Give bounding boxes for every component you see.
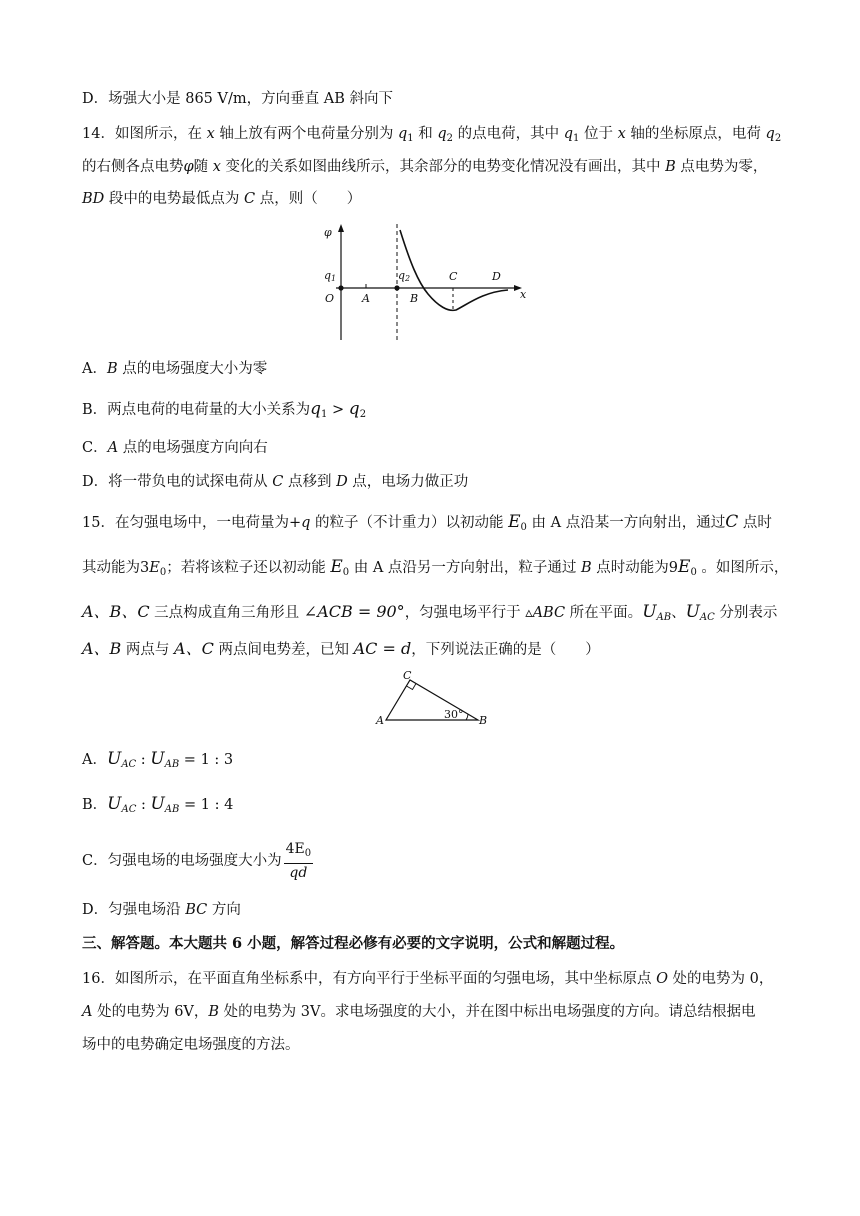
q2-label: q2 <box>398 269 411 283</box>
point-c-label: C <box>449 270 458 283</box>
q14-option-a: A．B 点的电场强度大小为零 <box>82 361 268 377</box>
q14-option-d: D．将一带负电的试探电荷从 C 点移到 D 点，电场力做正功 <box>82 474 469 490</box>
q14-option-c: C．A 点的电场强度方向向右 <box>82 440 268 456</box>
q14-stem-line1: 14．如图所示，在 x 轴上放有两个电荷量分别为 $q_1$ 和 $q_2$ 的点电荷，其中 $q_1$ 位于 x 轴的坐标原点，电荷 $q_2$ <box>82 126 782 144</box>
q14-stem-line3: BD 段中的电势最低点为 C 点，则（ ） <box>82 191 362 207</box>
point-d-label: D <box>492 270 501 283</box>
q15-option-b: B．$U_{AC}$ : $U_{AB} = 1$ : 4 <box>82 794 234 815</box>
phi-label: φ <box>324 226 332 239</box>
q15-stem-line1: 15．在匀强电场中，一电荷量为+q 的粒子（不计重力）以初动能 $E_0$ 由 A 点沿某一方向射出，通过C 点时 <box>82 512 772 533</box>
angle-b-arc <box>466 714 468 720</box>
q13-option-d: D．场强大小是 865 V/m，方向垂直 AB 斜向下 <box>82 91 393 107</box>
triangle-abc <box>386 680 478 720</box>
q14-stem-line2: 的右侧各点电势φ随 x 变化的关系如图曲线所示，其余部分的电势变化情况没有画出，其中 B 点电势为零， <box>82 159 768 175</box>
q15-stem-line3: A、B、C 三点构成直角三角形且 ∠ACB = 90°，匀强电场平行于 ▵ABC 所在平面。$U_{AB}$、$U_{AC}$ 分别表示 <box>82 602 778 623</box>
q14-option-b: B．两点电荷的电荷量的大小关系为$q_1 > q_2$ <box>82 399 367 420</box>
q15-stem-line2: 其动能为$3E_0$；若将该粒子还以初动能 $E_0$ 由 A 点沿另一方向射出，粒子通过 B 点时动能为$9E_0$ 。如图所示， <box>82 557 789 578</box>
q1-charge-dot <box>338 285 343 290</box>
x-axis-label: x <box>520 288 527 301</box>
origin-label: O <box>325 292 335 305</box>
point-b-label: B <box>410 292 419 305</box>
field-strength-fraction: $\frac{4E_0}{qd}$ <box>285 841 312 881</box>
q2-charge-dot <box>394 285 399 290</box>
section3-heading: 三、解答题。本大题共 6 小题，解答过程必修有必要的文字说明，公式和解题过程。 <box>82 935 625 952</box>
q16-stem-line2: A 处的电势为 6V，B 处的电势为 3V。求电场强度的大小，并在图中标出电场强度的方向。请总结根据电 <box>82 1004 756 1020</box>
vertex-a-label: A <box>376 714 384 727</box>
angle-30-label: 30° <box>444 708 464 721</box>
q16-stem-line3: 场中的电势确定电场强度的方法。 <box>82 1037 300 1053</box>
q15-option-c: C．匀强电场的电场强度大小为 $\frac{4E_0}{qd}$ <box>82 841 312 881</box>
q1-label: q1 <box>324 269 337 283</box>
q16-stem-line1: 16．如图所示，在平面直角坐标系中，有方向平行于坐标平面的匀强电场，其中坐标原点 O 处的电势为 0， <box>82 971 774 987</box>
q14-potential-graph <box>318 222 534 344</box>
phi-axis-arrow-icon <box>338 224 344 232</box>
point-a-label: A <box>362 292 370 305</box>
vertex-c-label: C <box>403 670 412 682</box>
vertex-b-label: B <box>479 714 488 727</box>
q15-triangle-figure <box>372 670 488 728</box>
q15-stem-line4: A、B 两点与 A、C 两点间电势差，已知 AC = d，下列说法正确的是（ ） <box>82 639 600 658</box>
q15-option-a: A．$U_{AC}$ : $U_{AB} = 1$ : 3 <box>82 749 234 770</box>
q15-option-d: D．匀强电场沿 BC 方向 <box>82 902 241 918</box>
